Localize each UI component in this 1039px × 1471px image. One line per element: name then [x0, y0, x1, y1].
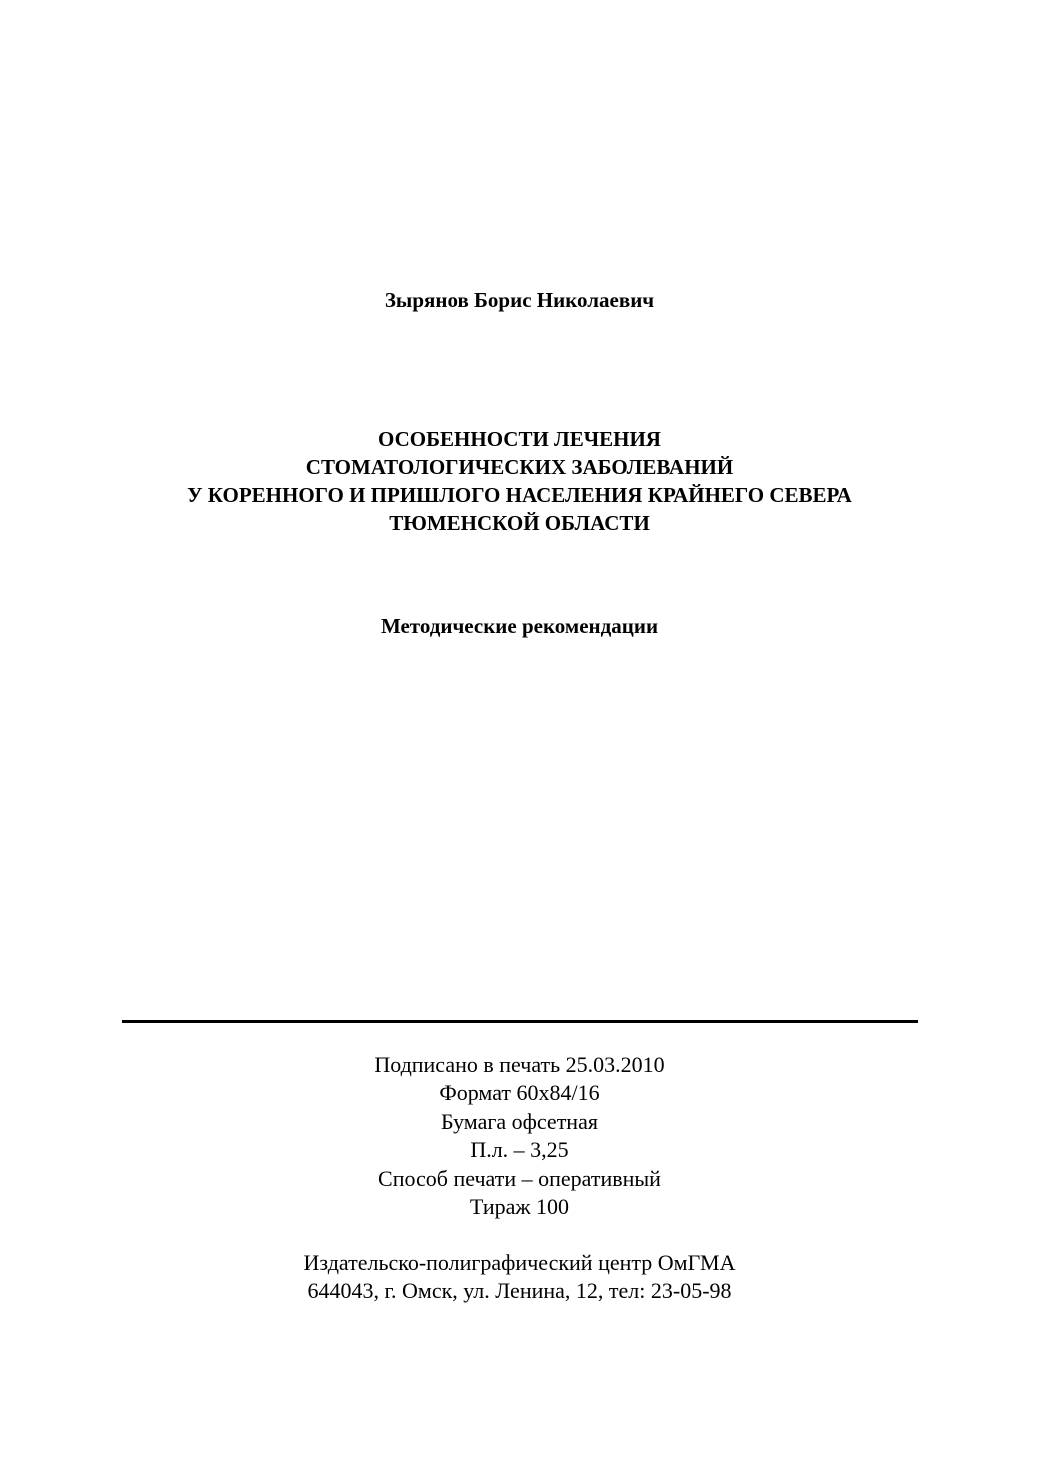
title-line: ОСОБЕННОСТИ ЛЕЧЕНИЯ — [378, 427, 661, 451]
publisher-block — [0, 1249, 1039, 1306]
title-line: СТОМАТОЛОГИЧЕСКИХ ЗАБОЛЕВАНИЙ — [305, 455, 734, 479]
imprint-signed-date: Подписано в печать 25.03.2010 — [374, 1052, 665, 1077]
imprint-paper: Бумага офсетная — [441, 1108, 598, 1134]
title-line: ТЮМЕНСКОЙ ОБЛАСТИ — [389, 511, 650, 535]
document-title — [0, 425, 1039, 537]
imprint-format: Формат 60х84/16 — [439, 1080, 600, 1106]
publisher-name: Издательско-полиграфический центр ОмГМА — [303, 1250, 736, 1275]
document-subtitle: Методические рекомендации — [380, 614, 659, 638]
publisher-address: 644043, г. Омск, ул. Ленина, 12, тел: 23-05-98 — [307, 1278, 732, 1304]
imprint-block — [0, 1051, 1039, 1221]
imprint-printed-sheets: П.л. – 3,25 — [470, 1137, 569, 1163]
imprint-print-method: Способ печати – оперативный — [378, 1165, 661, 1191]
horizontal-divider — [122, 1020, 918, 1023]
author-name: Зырянов Борис Николаевич — [384, 288, 655, 312]
imprint-circulation: Тираж 100 — [469, 1194, 570, 1220]
title-line: У КОРЕННОГО И ПРИШЛОГО НАСЕЛЕНИЯ КРАЙНЕГО СЕВЕРА — [187, 483, 852, 507]
